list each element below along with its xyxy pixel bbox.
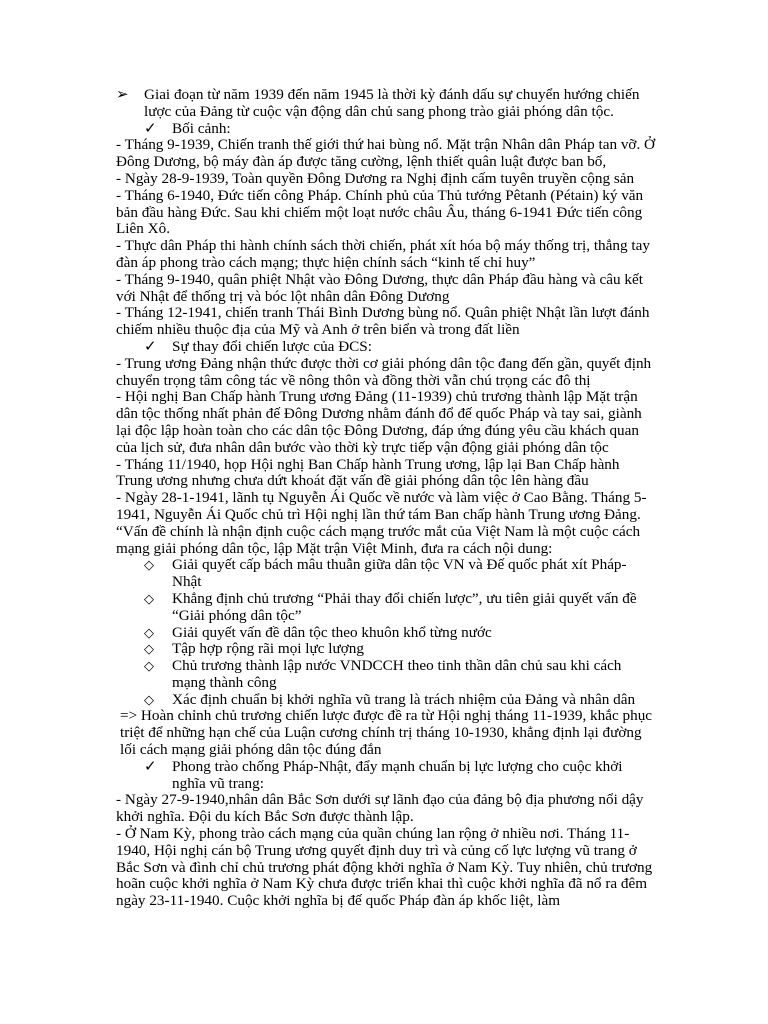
list-item-text: Khẳng định chủ trương “Phải thay đổi chiến lược”, ưu tiên giải quyết vấn đề “Giải phóng dân tộc”	[172, 589, 637, 624]
paragraph: - Ở Nam Kỳ, phong trào cách mạng của quần chúng lan rộng ở nhiều nơi. Tháng 11-1940, Hội nghị cán bộ Trung ương quyết định duy trì và củng cố lực lượng vũ trang ở Bắc Sơn và đình chỉ chủ trương phát động khởi nghĩa ở Nam Kỳ. Tuy nhiên, chủ trương hoãn cuộc khởi nghĩa ở Nam Kỳ chưa được triển khai thì cuộc khởi nghĩa đã nổ ra đêm ngày 23-11-1940. Cuộc khởi nghĩa bị đế quốc Pháp đàn áp khốc liệt, làm	[116, 825, 653, 910]
paragraph: - Tháng 12-1941, chiến tranh Thái Bình Dương bùng nổ. Quân phiệt Nhật lần lượt đánh chiếm nhiều thuộc địa của Mỹ và Anh ở trên biển và trong đất liền	[116, 304, 650, 339]
paragraph: - Ngày 28-1-1941, lãnh tụ Nguyễn Ái Quốc về nước và làm việc ở Cao Bằng. Tháng 5-1941, Nguyễn Ái Quốc chủ trì Hội nghị lần thứ tám Ban chấp hành Trung ương Đảng. “Vấn đề chính là nhận định cuộc cách mạng trước mắt của Việt Nam là một cuộc cách mạng giải phóng dân tộc, lập Mặt trận Việt Minh, đưa ra cách nội dung:	[116, 489, 647, 557]
diamond-bullet-icon: ◇	[144, 641, 154, 657]
section-heading-movement	[116, 759, 656, 793]
diamond-bullet-icon: ◇	[144, 624, 154, 640]
paragraph: - Ngày 27-9-1940,nhân dân Bắc Sơn dưới sự lãnh đạo của đảng bộ địa phương nổi dậy khởi nghĩa. Đội du kích Bắc Sơn được thành lập.	[116, 791, 644, 826]
intro-bullet	[116, 87, 656, 121]
paragraph: - Hội nghị Ban Chấp hành Trung ương Đảng (11-1939) chủ trương thành lập Mặt trận dân tộc thống nhất phản đế Đông Dương nhằm đánh đổ đế quốc Pháp và tay sai, giành lại độc lập hoàn toàn cho các dân tộc Đông Dương, đáp ứng đúng yêu cầu khách quan của lịch sử, đưa nhân dân bước vào thời kỳ trực tiếp vận động giải phóng dân tộc	[116, 388, 642, 456]
intro-text: Giai đoạn từ năm 1939 đến năm 1945 là thời kỳ đánh dấu sự chuyển hướng chiến lược của Đảng từ cuộc vận động dân chủ sang phong trào giải phóng dân tộc.	[144, 86, 640, 120]
diamond-bullet-icon: ◇	[144, 691, 154, 707]
list-item-text: Xác định chuẩn bị khởi nghĩa vũ trang là trách nhiệm của Đảng và nhân dân	[172, 690, 636, 708]
list-item	[116, 557, 656, 591]
section-heading-strategy-change	[116, 339, 656, 356]
list-item	[116, 658, 656, 692]
list-item-text: Tập hợp rộng rãi mọi lực lượng	[172, 640, 364, 658]
checkmark-bullet-icon: ✓	[144, 337, 157, 355]
paragraph: - Tháng 6-1940, Đức tiến công Pháp. Chính phủ của Thủ tướng Pêtanh (Pétain) ký văn bản đầu hàng Đức. Sau khi chiếm một loạt nước châu Âu, tháng 6-1941 Đức tiến công Liên Xô.	[116, 186, 644, 238]
checkmark-bullet-icon: ✓	[144, 757, 157, 775]
list-item-text: Giải quyết cấp bách mâu thuẫn giữa dân tộc VN và Đế quốc phát xít Pháp-Nhật	[172, 556, 627, 591]
list-item	[116, 625, 656, 642]
checkmark-bullet-icon: ✓	[144, 119, 157, 137]
paragraph: - Ngày 28-9-1939, Toàn quyền Đông Dương ra Nghị định cấm tuyên truyền cộng sản	[116, 169, 635, 187]
heading-text: Bối cảnh:	[172, 119, 231, 137]
paragraph: - Tháng 9-1939, Chiến tranh thế giới thứ hai bùng nổ. Mặt trận Nhân dân Pháp tan vỡ. Ở Đông Dương, bộ máy đàn áp được tăng cường, lệnh thiết quân luật được ban bố,	[116, 136, 656, 171]
heading-text: Sự thay đổi chiến lược của ĐCS:	[172, 337, 372, 355]
list-item	[116, 692, 656, 709]
list-item-text: Giải quyết vấn đề dân tộc theo khuôn khổ từng nước	[172, 623, 492, 641]
diamond-bullet-icon: ◇	[144, 590, 154, 606]
paragraph: - Tháng 9-1940, quân phiệt Nhật vào Đông Dương, thực dân Pháp đầu hàng và câu kết với Nhật để thống trị và bóc lột nhân dân Đông Dương	[116, 270, 643, 305]
list-item-text: Chủ trương thành lập nước VNDCCH theo tinh thần dân chủ sau khi cách mạng thành công	[172, 657, 622, 691]
paragraph: - Thực dân Pháp thi hành chính sách thời chiến, phát xít hóa bộ máy thống trị, thẳng tay đàn áp phong trào cách mạng; thực hiện chính sách “kinh tế chỉ huy”	[116, 237, 650, 271]
diamond-bullet-icon: ◇	[144, 557, 154, 573]
arrow-bullet-icon: ➢	[116, 86, 129, 103]
paragraph: - Tháng 11/1940, họp Hội nghị Ban Chấp hành Trung ương, lập lại Ban Chấp hành Trung ương nhưng chưa dứt khoát đặt vấn đề giải phóng dân tộc lên hàng đầu	[116, 455, 620, 490]
paragraph: - Trung ương Đảng nhận thức được thời cơ giải phóng dân tộc đang đến gần, quyết định chuyển trọng tâm công tác về nông thôn và đồng thời vẫn chú trọng các đô thị	[116, 354, 652, 389]
heading-text: Phong trào chống Pháp-Nhật, đẩy mạnh chuẩn bị lực lượng cho cuộc khởi nghĩa vũ trang:	[172, 757, 623, 792]
paragraph: => Hoàn chỉnh chủ trương chiến lược được đề ra từ Hội nghị tháng 11-1939, khắc phục triệt để những hạn chế của Luận cương chính trị tháng 10-1930, khẳng định lại đường lối cách mạng giải phóng dân tộc đúng đắn	[120, 707, 653, 759]
section-heading-context	[116, 121, 656, 138]
document-body	[116, 87, 656, 910]
list-item	[116, 641, 656, 658]
list-item	[116, 591, 656, 625]
diamond-bullet-icon: ◇	[144, 658, 154, 674]
